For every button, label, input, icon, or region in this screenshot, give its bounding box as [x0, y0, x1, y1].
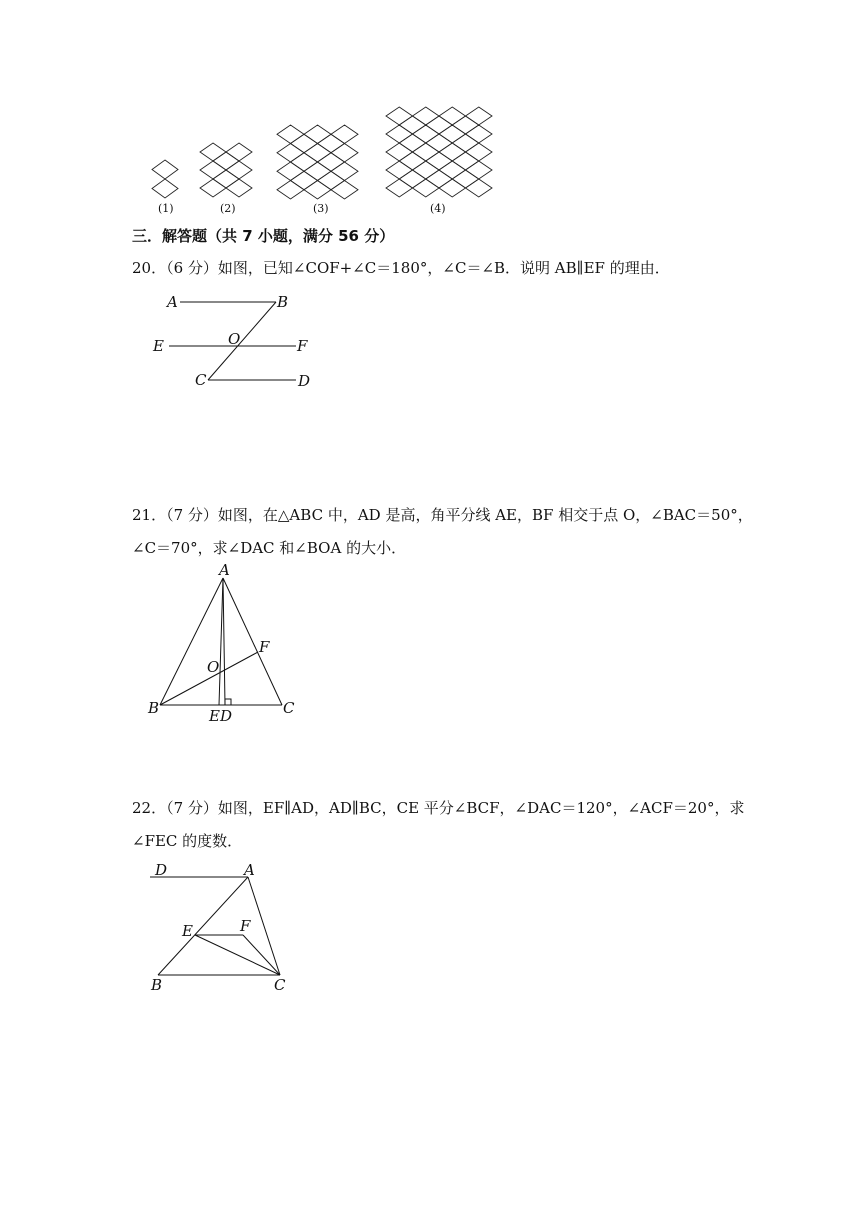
pattern-3	[277, 125, 358, 199]
rhombus-cell	[200, 161, 226, 179]
rhombus-cell	[331, 162, 358, 181]
rhombus-cell	[304, 181, 331, 200]
rhombus-cell	[291, 153, 318, 172]
rhombus-cell	[452, 116, 479, 134]
rhombus-cell	[277, 162, 304, 181]
q20-label-B: B	[277, 293, 289, 311]
rhombus-cell	[466, 179, 493, 197]
rhombus-cell	[426, 116, 453, 134]
rhombus-cell	[277, 181, 304, 200]
rhombus-cell	[439, 107, 466, 125]
q20-label-O: O	[228, 330, 241, 348]
rhombus-cell	[399, 152, 426, 170]
rhombus-pattern-figure	[0, 0, 860, 225]
rhombus-cell	[439, 179, 466, 197]
rhombus-cell	[413, 125, 440, 143]
q20-label-C: C	[195, 371, 207, 389]
rhombus-cell	[226, 179, 252, 197]
rhombus-cell	[152, 160, 178, 179]
rhombus-cell	[399, 134, 426, 152]
rhombus-cell	[413, 107, 440, 125]
rhombus-cell	[413, 179, 440, 197]
rhombus-cell	[213, 170, 239, 188]
q20-label-D: D	[298, 372, 311, 390]
rhombus-cell	[291, 134, 318, 153]
pattern-caption-4: (4)	[430, 202, 446, 215]
q22-label-B: B	[151, 976, 163, 994]
q22-label-F: F	[240, 917, 251, 935]
q21-label-D: D	[220, 707, 233, 725]
q21-label-B: B	[148, 699, 160, 717]
rhombus-cell	[331, 181, 358, 200]
rhombus-cell	[304, 125, 331, 144]
q21-label-O: O	[207, 658, 220, 676]
rhombus-cell	[200, 179, 226, 197]
rhombus-cell	[386, 161, 413, 179]
rhombus-cell	[331, 144, 358, 163]
rhombus-cell	[386, 179, 413, 197]
q22-label-E: E	[182, 922, 193, 940]
rhombus-cell	[331, 125, 358, 144]
rhombus-cell	[452, 134, 479, 152]
rhombus-cell	[304, 162, 331, 181]
rhombus-cell	[318, 134, 345, 153]
rhombus-cell	[466, 107, 493, 125]
rhombus-cell	[226, 143, 252, 161]
rhombus-cell	[426, 134, 453, 152]
rhombus-cell	[152, 179, 178, 198]
pattern-caption-2: (2)	[220, 202, 236, 215]
rhombus-cell	[439, 143, 466, 161]
rhombus-cell	[439, 161, 466, 179]
q22-label-D: D	[155, 861, 168, 879]
rhombus-cell	[318, 153, 345, 172]
rhombus-cell	[386, 143, 413, 161]
rhombus-cell	[399, 116, 426, 134]
q21-label-F: F	[259, 638, 270, 656]
rhombus-cell	[413, 143, 440, 161]
q20-label-E: E	[153, 337, 164, 355]
pattern-1	[152, 160, 178, 198]
rhombus-cell	[426, 152, 453, 170]
section-title: 三．解答题（共 7 小题，满分 56 分）	[132, 227, 395, 245]
pattern-caption-3: (3)	[313, 202, 329, 215]
q22-text-line2: ∠FEC 的度数．	[132, 832, 243, 850]
q21-label-E: E	[209, 707, 220, 725]
rhombus-cell	[277, 125, 304, 144]
q22-label-C: C	[274, 976, 286, 994]
rhombus-cell	[413, 161, 440, 179]
rhombus-cell	[452, 170, 479, 188]
rhombus-cell	[452, 152, 479, 170]
rhombus-cell	[386, 125, 413, 143]
q20-label-A: A	[167, 293, 178, 311]
rhombus-cell	[466, 161, 493, 179]
rhombus-cell	[399, 170, 426, 188]
rhombus-cell	[466, 125, 493, 143]
q20-text: 20．（6 分）如图，已知∠COF+∠C＝180°，∠C＝∠B．说明 AB∥EF 的理由．	[132, 259, 670, 277]
q21-text-line2: ∠C＝70°，求∠DAC 和∠BOA 的大小．	[132, 539, 407, 557]
rhombus-cell	[426, 170, 453, 188]
q21-label-A: A	[219, 561, 230, 579]
rhombus-cell	[318, 171, 345, 190]
rhombus-cell	[213, 152, 239, 170]
q22-text-line1: 22．（7 分）如图，EF∥AD，AD∥BC，CE 平分∠BCF，∠DAC＝120°，∠ACF＝20°，求	[132, 799, 745, 817]
q22-figure	[140, 855, 310, 995]
rhombus-cell	[304, 144, 331, 163]
rhombus-cell	[226, 161, 252, 179]
rhombus-cell	[466, 143, 493, 161]
rhombus-cell	[386, 107, 413, 125]
pattern-4	[386, 107, 492, 197]
q20-label-F: F	[297, 337, 308, 355]
rhombus-cell	[277, 144, 304, 163]
rhombus-cell	[291, 171, 318, 190]
q22-label-A: A	[244, 861, 255, 879]
pattern-2	[200, 143, 252, 197]
q21-figure	[140, 560, 310, 725]
q20-figure	[140, 285, 330, 395]
q21-label-C: C	[283, 699, 295, 717]
q21-text-line1: 21．（7 分）如图，在△ABC 中，AD 是高，角平分线 AE，BF 相交于点 O，∠BAC＝50°，	[132, 506, 753, 524]
rhombus-cell	[200, 143, 226, 161]
rhombus-cell	[439, 125, 466, 143]
pattern-caption-1: (1)	[158, 202, 174, 215]
